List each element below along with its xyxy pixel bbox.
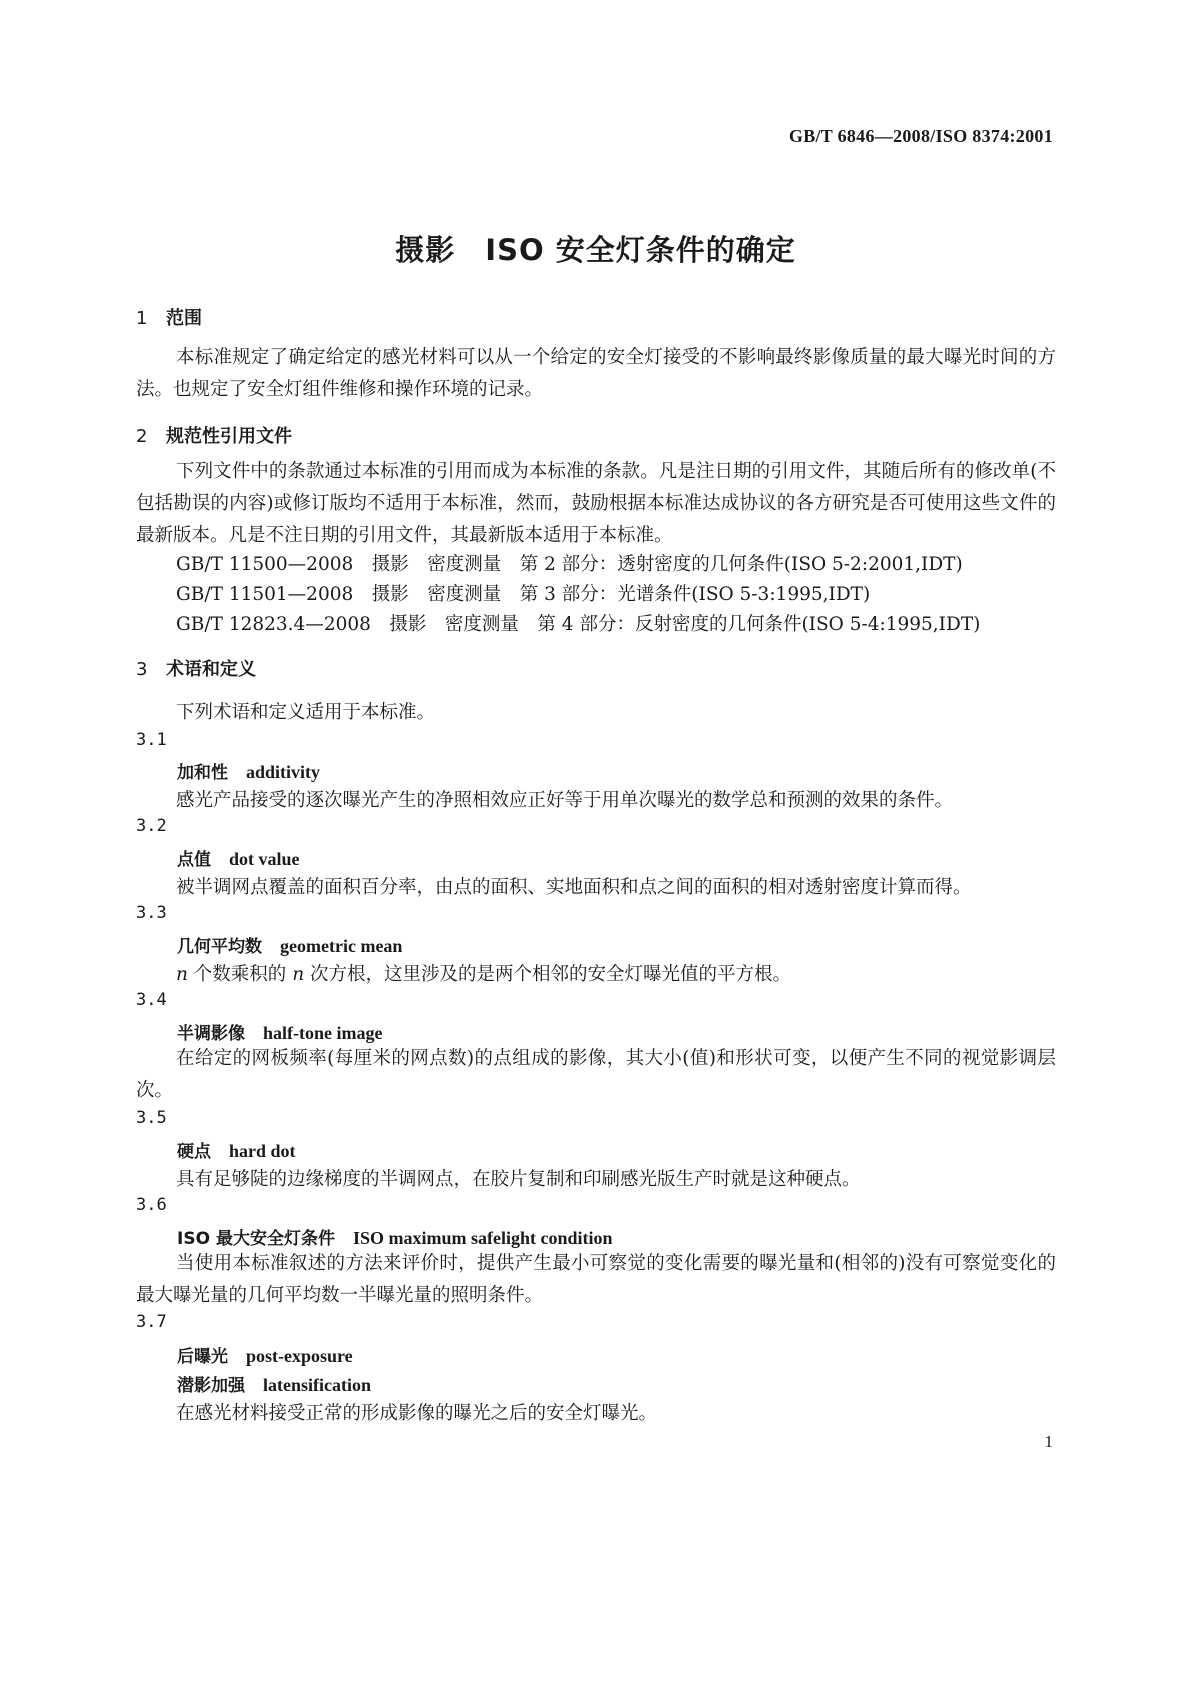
- term-definition: 当使用本标准叙述的方法来评价时，提供产生最小可察觉的变化需要的曝光量和(相邻的)没有可察觉变化的最大曝光量的几何平均数一半曝光量的照明条件。: [136, 1253, 1056, 1306]
- term-definition: 在感光材料接受正常的形成影像的曝光之后的安全灯曝光。: [176, 1403, 658, 1424]
- clause-number: 3.5: [136, 1108, 167, 1128]
- term-definition: [176, 960, 791, 986]
- term-heading: [177, 1342, 353, 1367]
- term-zh: 点值: [177, 850, 211, 870]
- term-heading: [177, 1137, 296, 1162]
- term-definition: 在给定的网板频率(每厘米的网点数)的点组成的影像，其大小(值)和形状可变，以便产生不同的视觉影调层次。: [136, 1048, 1056, 1101]
- term-zh: 半调影像: [177, 1024, 245, 1044]
- term-en: ISO maximum safelight condition: [352, 1228, 613, 1248]
- term-heading: [177, 932, 402, 957]
- clause-number: 3.2: [136, 816, 167, 836]
- clause-number: 3.7: [136, 1312, 167, 1332]
- page-number: 1: [1044, 1432, 1053, 1451]
- term-heading: [177, 758, 320, 783]
- definition-text: 次方根，这里涉及的是两个相邻的安全灯曝光值的平方根。: [304, 964, 791, 985]
- section-3-intro: 下列术语和定义适用于本标准。: [176, 702, 436, 723]
- definition-text: 个数乘积的: [187, 964, 293, 985]
- term-zh: 后曝光: [177, 1347, 228, 1367]
- term-zh: 潜影加强: [177, 1376, 245, 1396]
- term-definition: 感光产品接受的逐次曝光产生的净照相效应正好等于用单次曝光的数学总和预测的效果的条件。: [176, 790, 954, 811]
- section-1-heading: [136, 304, 202, 330]
- section-3-heading: [136, 655, 256, 681]
- reference-item: GB/T 11500—2008 摄影 密度测量 第 2 部分：透射密度的几何条件(ISO 5-2:2001,IDT): [176, 554, 963, 575]
- clause-number: 3.1: [136, 730, 167, 750]
- term-en: dot value: [229, 849, 300, 869]
- clause-number: 3.4: [136, 990, 167, 1010]
- section-title: 范围: [166, 308, 202, 329]
- term-en: hard dot: [229, 1141, 296, 1161]
- section-2-body: 下列文件中的条款通过本标准的引用而成为本标准的条款。凡是注日期的引用文件，其随后所有的修改单(不包括勘误的内容)或修订版均不适用于本标准，然而，鼓励根据本标准达成协议的各方研究是否可使用这些文件的最新版本。凡是不注日期的引用文件，其最新版本适用于本标准。: [136, 461, 1056, 546]
- clause-number: 3.3: [136, 903, 167, 923]
- clause-number: 3.6: [136, 1195, 167, 1215]
- section-title: 规范性引用文件: [166, 426, 292, 447]
- term-zh: ISO 最大安全灯条件: [177, 1229, 335, 1249]
- section-number: 1: [136, 308, 148, 329]
- term-heading: [177, 845, 300, 870]
- term-en: half-tone image: [263, 1023, 383, 1043]
- standard-code: GB/T 6846—2008/ISO 8374:2001: [788, 126, 1053, 146]
- term-zh: 几何平均数: [177, 937, 262, 957]
- reference-item: GB/T 11501—2008 摄影 密度测量 第 3 部分：光谱条件(ISO 5-3:1995,IDT): [176, 584, 871, 605]
- term-heading: [177, 1019, 382, 1044]
- section-number: 3: [136, 659, 148, 680]
- section-1-body: 本标准规定了确定给定的感光材料可以从一个给定的安全灯接受的不影响最终影像质量的最大曝光时间的方法。也规定了安全灯组件维修和操作环境的记录。: [136, 347, 1056, 400]
- term-definition: 具有足够陡的边缘梯度的半调网点，在胶片复制和印刷感光版生产时就是这种硬点。: [176, 1169, 861, 1190]
- section-title: 术语和定义: [166, 659, 256, 680]
- term-heading: [177, 1224, 612, 1249]
- math-variable: n: [292, 964, 305, 985]
- term-en: latensification: [263, 1375, 371, 1395]
- term-zh: 硬点: [177, 1142, 211, 1162]
- section-2-heading: [136, 422, 292, 448]
- reference-item: GB/T 12823.4—2008 摄影 密度测量 第 4 部分：反射密度的几何条件(ISO 5-4:1995,IDT): [176, 614, 981, 635]
- term-heading-synonym: [177, 1371, 371, 1396]
- term-definition: 被半调网点覆盖的面积百分率，由点的面积、实地面积和点之间的面积的相对透射密度计算而得。: [176, 877, 972, 898]
- section-number: 2: [136, 426, 148, 447]
- term-en: post-exposure: [246, 1346, 353, 1366]
- term-en: additivity: [246, 762, 321, 782]
- document-title: 摄影 ISO 安全灯条件的确定: [395, 233, 796, 267]
- term-en: geometric mean: [280, 936, 403, 956]
- math-variable: n: [176, 964, 188, 985]
- term-zh: 加和性: [177, 763, 228, 783]
